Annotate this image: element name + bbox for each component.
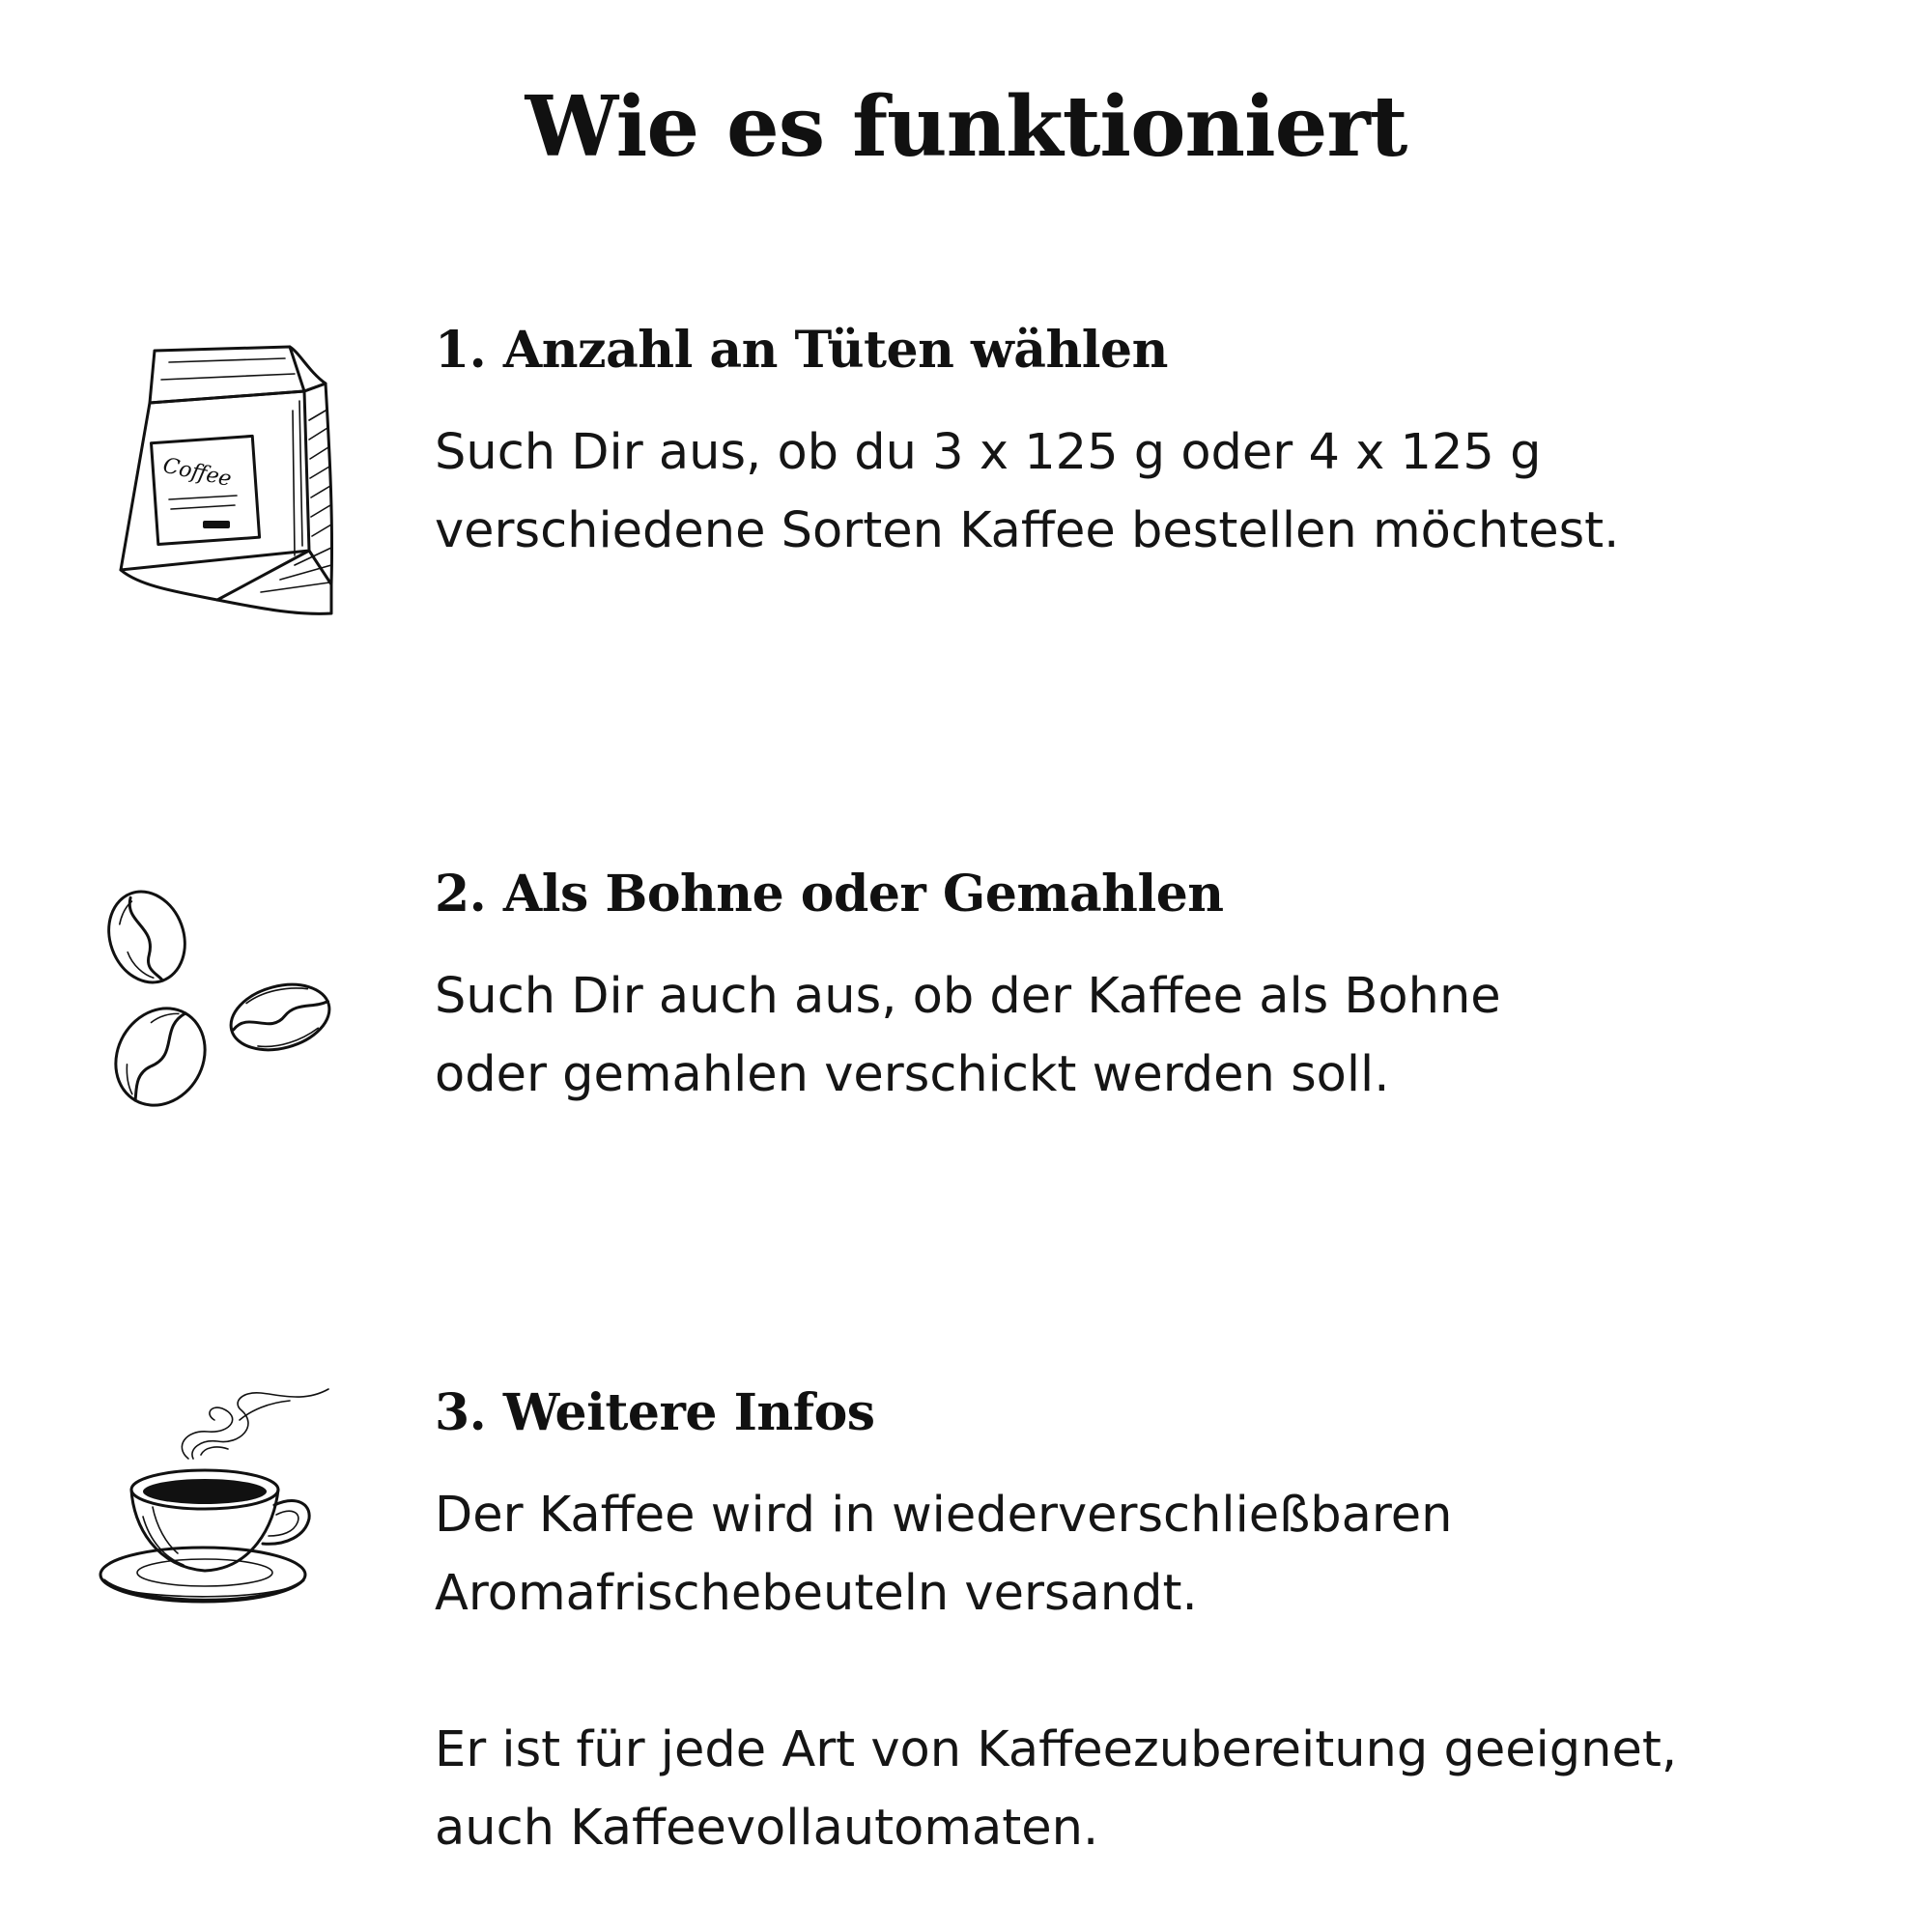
- step-3-heading: 3. Weitere Infos: [435, 1383, 875, 1442]
- coffee-beans-icon: [97, 887, 338, 1123]
- step-3-line-1: Der Kaffee wird in wiederverschließbaren: [435, 1487, 1453, 1544]
- paragraph-spacer: [435, 1633, 1884, 1711]
- step-3-line-4: auch Kaffeevollautomaten.: [435, 1800, 1099, 1857]
- step-2-description: [435, 957, 1884, 1114]
- step-3-line-3: Er ist für jede Art von Kaffeezubereitung geeignet,: [435, 1721, 1678, 1778]
- step-3-description: [435, 1476, 1884, 1867]
- step-3-line-2: Aromafrischebeuteln versandt.: [435, 1565, 1198, 1622]
- page-title: Wie es funktioniert: [525, 78, 1407, 176]
- step-1-line-2: verschiedene Sorten Kaffee bestellen möchtest.: [435, 502, 1620, 559]
- coffee-bag-icon: [101, 333, 343, 628]
- step-2-line-1: Such Dir auch aus, ob der Kaffee als Bohne: [435, 968, 1501, 1025]
- step-1-description: [435, 413, 1884, 570]
- step-2-heading: 2. Als Bohne oder Gemahlen: [435, 865, 1224, 923]
- step-1-heading: 1. Anzahl an Tüten wählen: [435, 321, 1168, 380]
- bag-label-text: Coffee: [160, 453, 234, 493]
- step-2-line-2: oder gemahlen verschickt werden soll.: [435, 1046, 1390, 1103]
- step-1-line-1: Such Dir aus, ob du 3 x 125 g oder 4 x 125 g: [435, 424, 1542, 481]
- coffee-cup-icon: [97, 1381, 338, 1628]
